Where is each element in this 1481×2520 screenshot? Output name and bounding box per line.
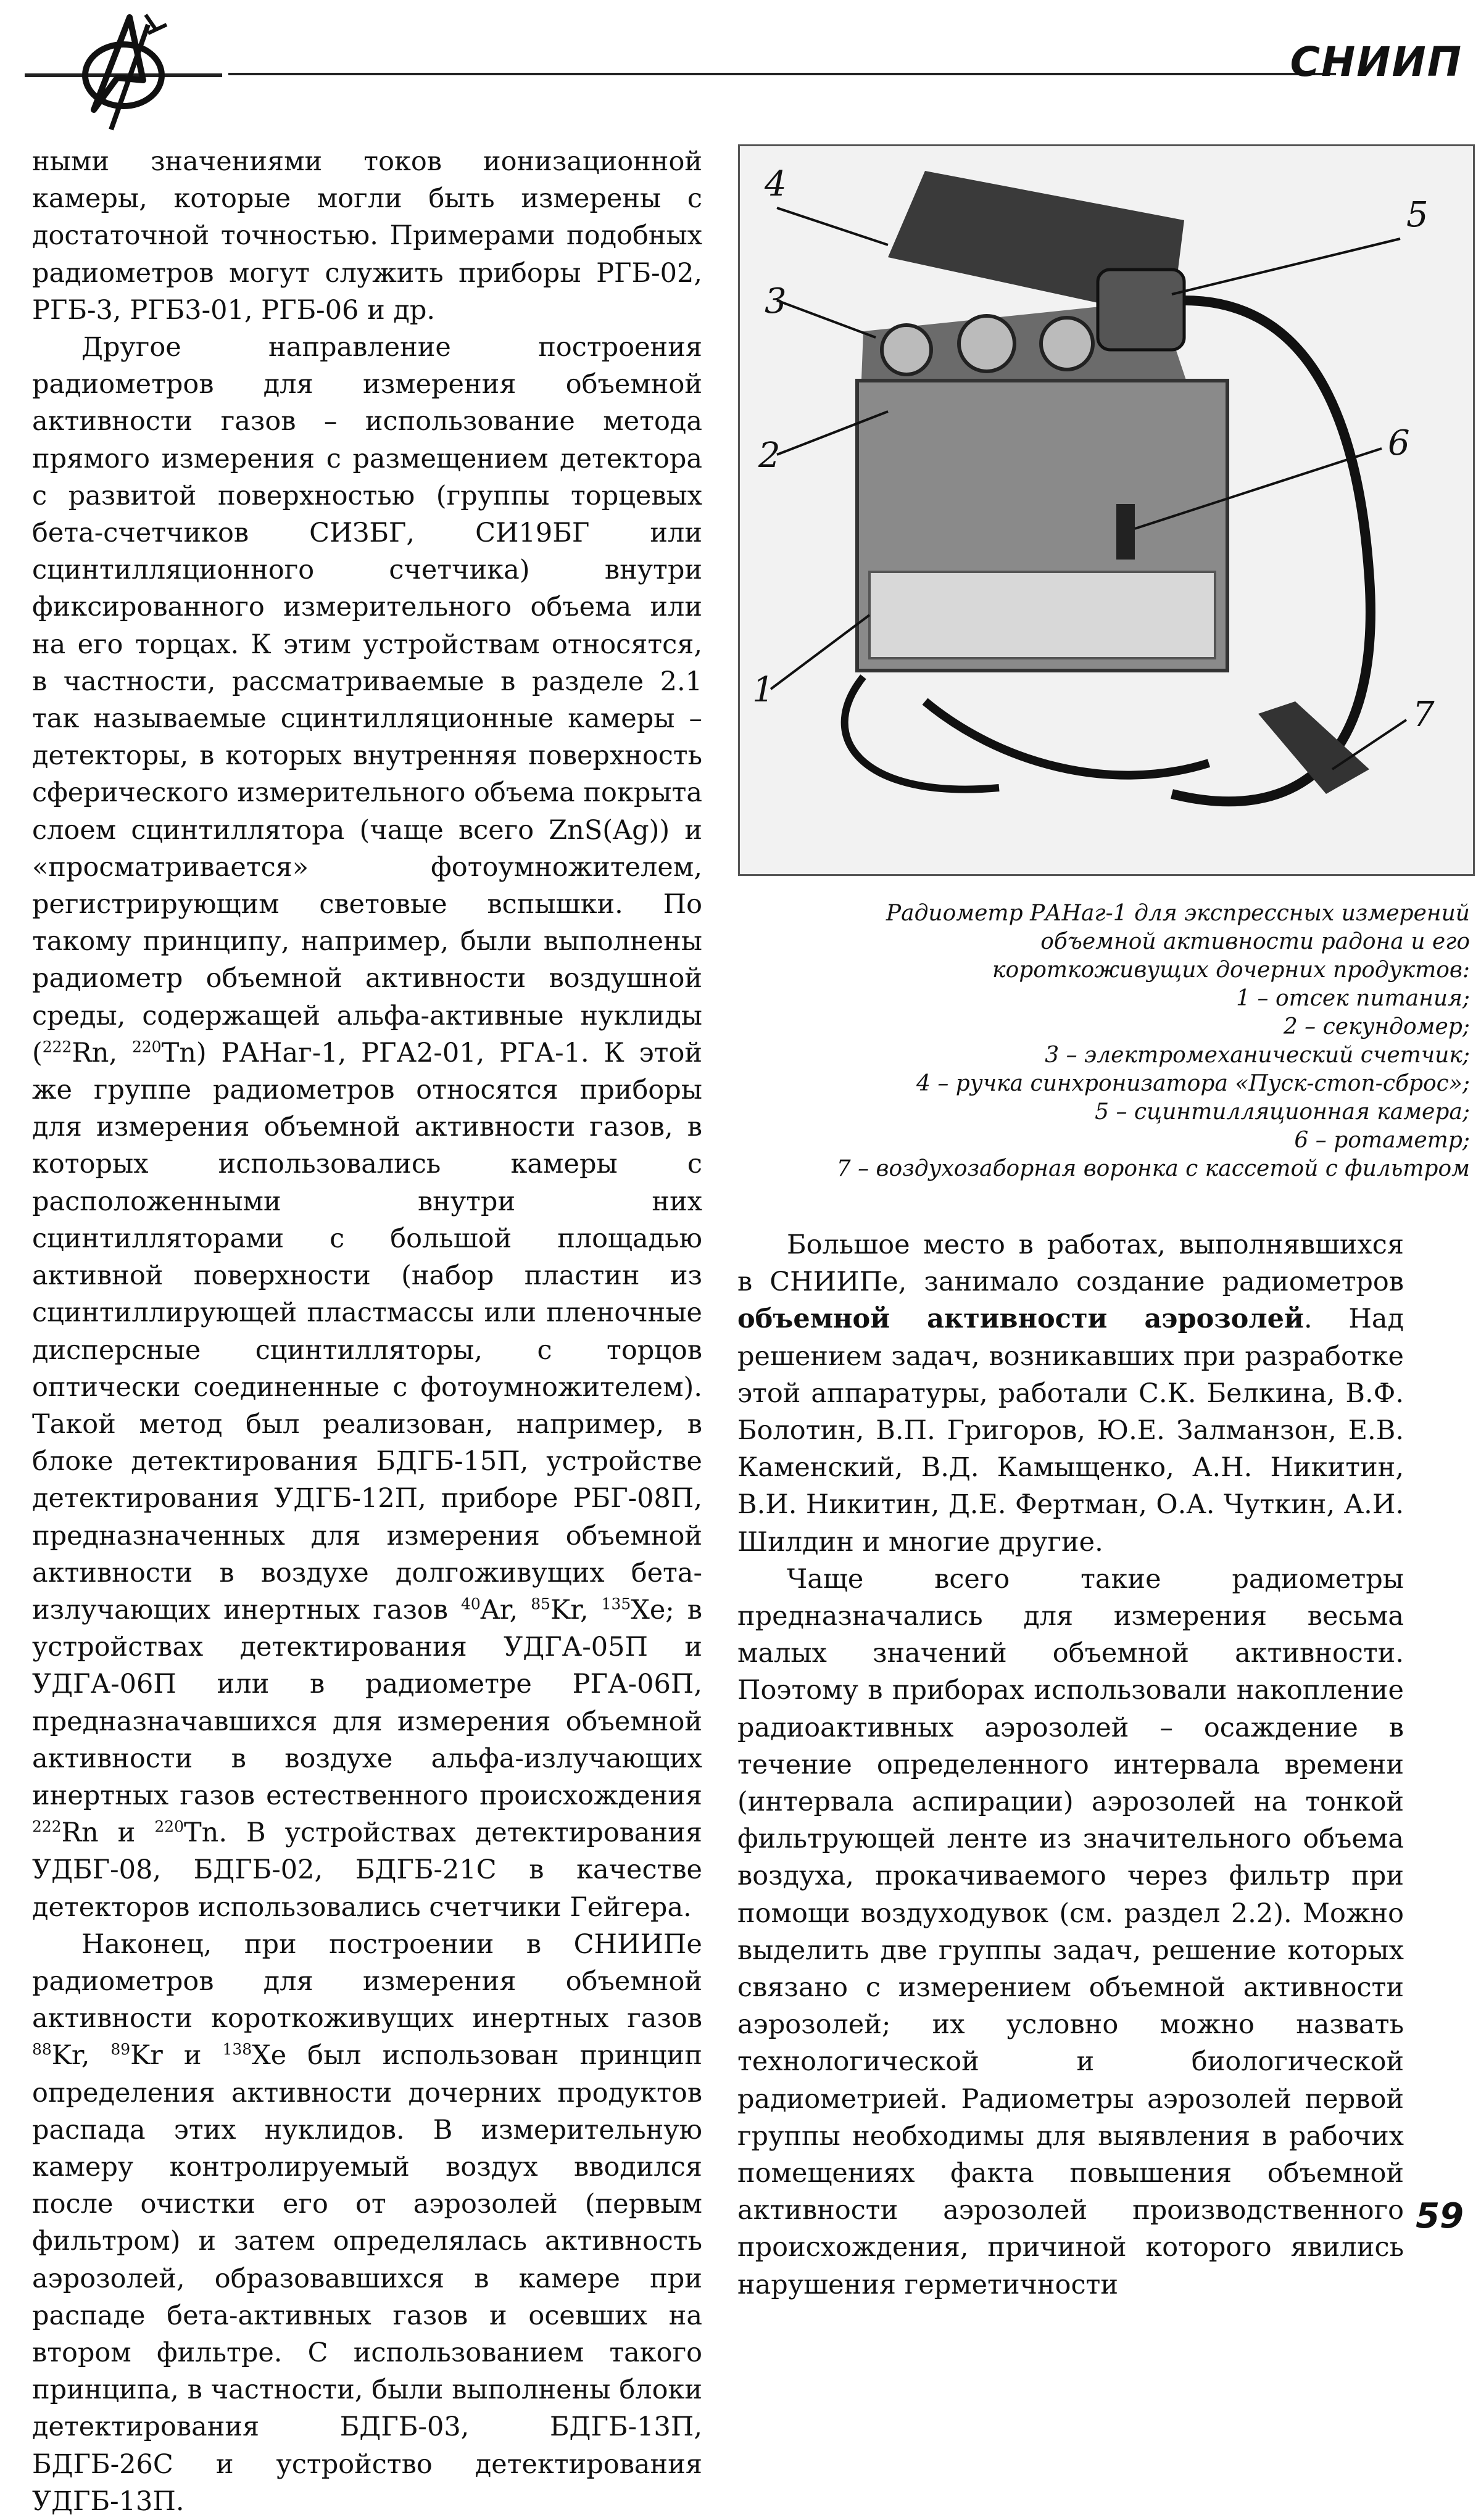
caption-line: Радиометр РАНаг-1 для экспрессных измерений — [886, 901, 1470, 926]
emphasis-aerosols: объемной активности аэрозолей — [737, 1303, 1304, 1335]
caption-line: короткоживущих дочерних продуктов: — [992, 957, 1470, 983]
caption-line: 1 – отсек питания; — [1236, 986, 1470, 1011]
figure-label-4: 4 — [765, 164, 787, 204]
caption-line: 7 – воздухозаборная воронка с кассетой с фильтром — [836, 1156, 1470, 1181]
page-number: 59 — [1416, 2196, 1464, 2236]
running-title: СНИИП — [1290, 38, 1462, 86]
caption-line: 6 – ротаметр; — [1294, 1128, 1470, 1153]
caption-line: 5 – сцинтилляционная камера; — [1095, 1099, 1470, 1125]
institute-logo-icon — [25, 6, 222, 148]
left-column — [32, 143, 702, 2520]
left-paragraph-1: ными значениями токов ионизационной камеры, которые могли быть измерены с достаточной точностью. Примерами подобных радиометров могут служить приборы РГБ-02, РГБ-3, РГБ3-01, РГБ-06 и др. — [32, 146, 702, 326]
figure-label-2: 2 — [758, 436, 781, 476]
figure-label-5: 5 — [1406, 195, 1429, 235]
right-column — [737, 1226, 1404, 2303]
figure-label-3: 3 — [765, 281, 787, 321]
page-header — [0, 0, 1481, 142]
caption-line: 3 – электромеханический счетчик; — [1045, 1043, 1470, 1068]
header-rule — [228, 73, 1336, 75]
caption-line: объемной активности радона и его — [1040, 929, 1470, 954]
right-paragraph-2: Чаще всего такие радиометры предназначались для измерения весьма малых значений объемной активности. Поэтому в приборах использовали накопление радиоактивных аэрозолей – осаждение в течение определенного интервала времени (интервала аспирации) аэрозолей на тонкой фильтрующей ленте из значительного объема воздуха, прокачиваемого через фильтр при помощи воздуходувок (см. раздел 2.2). Можно выделить две группы задач, решение которых связано с измерением объемной активности аэрозолей; их условно можно назвать технологической и биологической радиометрией. Радиометры аэрозолей первой группы необходимы для выявления в рабочих помещениях факта повышения объемной активности аэрозолей производственного происхождения, причиной которого явились нарушения герметичности — [737, 1563, 1404, 2300]
figure-label-6: 6 — [1388, 423, 1410, 463]
figure-caption — [738, 899, 1470, 1183]
caption-line: 4 – ручка синхронизатора «Пуск-стоп-сброс»; — [916, 1071, 1470, 1096]
figure-label-7: 7 — [1413, 695, 1435, 735]
left-paragraph-2: Другое направление построения радиометров для измерения объемной активности газов – использование метода прямого измерения с размещением детектора с развитой поверхностью (группы торцевых бета-счетчиков СИЗБГ, СИ19БГ или сцинтилляционного счетчика) внутри фиксированного измерительного объема или на его торцах. К этим устройствам относятся, в частности, рассматриваемые в разделе 2.1 так называемые сцинтилляционные камеры – детекторы, в которых внутренняя поверхность сферического измерительного объема покрыта слоем сцинтиллятора (чаще всего ZnS(Ag)) и «просматривается» фотоумножителем, регистрирующим световые вспышки. По такому принципу, например, были выполнены радиометр объемной активности воздушной среды, содержащей альфа-активные нуклиды ($^{222}$Rn, $^{220}$Tn) РАНаг-1, РГА2-01, РГА-1. К этой же группе радиометров относятся приборы для измерения объемной активности газов, в которых использовались камеры с расположенными внутри них сцинтилляторами с большой площадью активной поверхности (набор пластин из сцинтиллирующей пластмассы или пленочные дисперсные сцинтилляторы, с торцов оптически соединенные с фотоумножителем). Такой метод был реализован, например, в блоке детектирования БДГБ-15П, устройстве детектирования УДГБ-12П, приборе РБГ-08П, предназначенных для измерения объемной активности в воздухе долгоживущих бета-излучающих инертных газов $^{40}$Ar, $^{85}$Kr, $^{135}$Xe; в устройствах детектирования УДГА-05П и УДГА-06П или в радиометре РГА-06П, предназначавшихся для измерения объемной активности в воздухе альфа-излучающих инертных газов естественного происхождения $^{222}$Rn и $^{220}$Tn. В устройствах детектирования УДБГ-08, БДГБ-02, БДГБ-21С в качестве детекторов использовались счетчики Гейгера. — [32, 332, 702, 1923]
left-paragraph-3: Наконец, при построении в СНИИПе радиометров для измерения объемной активности короткоживущих инертных газов $^{88}$Kr, $^{89}$Kr и $^{138}$Xe был использован принцип определения активности дочерних продуктов распада этих нуклидов. В измерительную камеру контролируемый воздух вводился после очистки его от аэрозолей (первым фильтром) и затем определялась активность аэрозолей, образовавшихся в камере при распаде бета-активных газов и осевших на втором фильтре. С использованием такого принципа, в частности, были выполнены блоки детектирования БДГБ-03, БДГБ-13П, БДГБ-26С и устройство детектирования УДГБ-13П. — [32, 1928, 702, 2517]
right-paragraph-1: Большое место в работах, выполнявшихся в СНИИПе, занимало создание радиометров объемной активности аэрозолей. Над решением задач, возникавших при разработке этой аппаратуры, работали С.К. Белкина, В.Ф. Болотин, В.П. Григоров, Ю.Е. Залманзон, Е.В. Каменский, В.Д. Камыщенко, А.Н. Никитин, В.И. Никитин, Д.Е. Фертман, О.А. Чуткин, А.И. Шилдин и многие другие. — [737, 1229, 1404, 1558]
figure-label-1: 1 — [752, 670, 774, 710]
caption-line: 2 – секундомер; — [1283, 1014, 1470, 1039]
device-photo — [738, 144, 1475, 876]
radiometer-photo-illustration — [740, 146, 1473, 874]
